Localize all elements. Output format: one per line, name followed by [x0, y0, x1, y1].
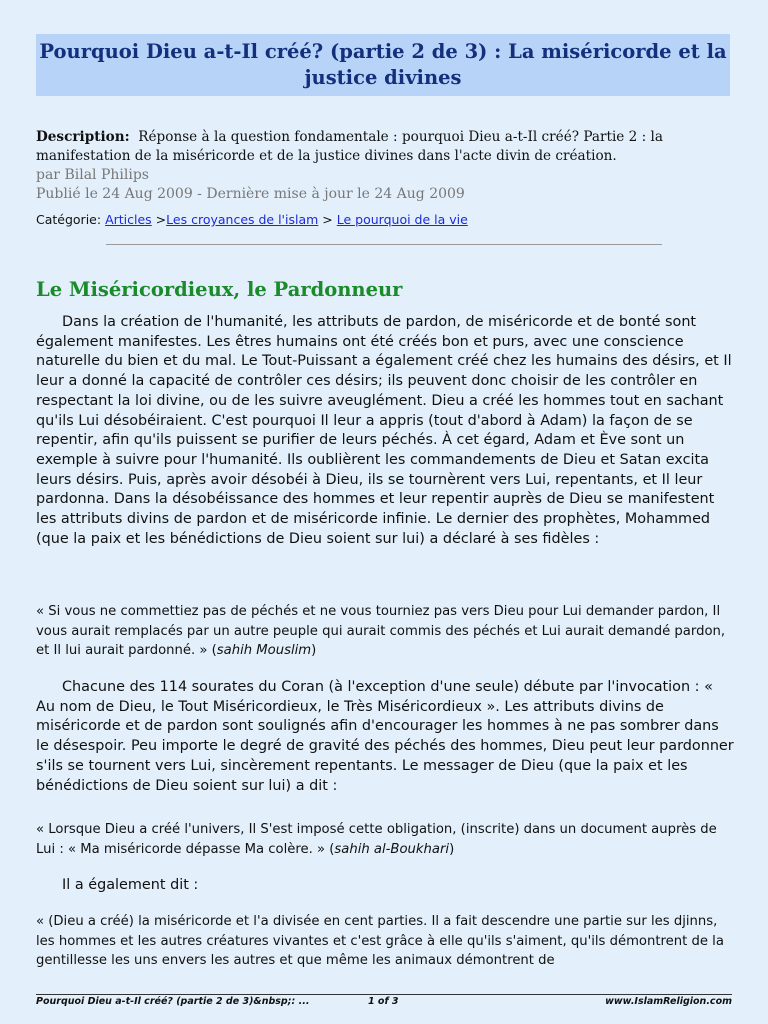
category-link-articles[interactable]: Articles	[105, 212, 152, 227]
quote-3: « (Dieu a créé) la miséricorde et l'a divisée en cent parties. Il a fait descendre une partie sur les djinns, les hommes et les autres créatures vivantes et c'est grâce à elle qu'ils s'aiment, qu'ils démontrent de la gentillesse les uns envers les autres et que même les animaux démontrent de	[36, 914, 724, 968]
paragraph-2: Chacune des 114 sourates du Coran (à l'exception d'une seule) débute par l'invocation : « Au nom de Dieu, le Tout Miséricordieux, le Très Miséricordieux ». Les attributs divins de miséricorde et de pardon sont soulignés afin d'encourager les hommes à ne pas sombrer dans le désespoir. Peu importe le degré de gravité des péchés des hommes, Dieu peut leur pardonner s'ils se tournent vers Lui, sincèrement repentants. Le messager de Dieu (que la paix et les bénédictions de Dieu soient sur lui) a dit :	[36, 679, 734, 794]
description-text: Réponse à la question fondamentale : pourquoi Dieu a-t-Il créé? Partie 2 : la manifestation de la miséricorde et de la justice divines dans l'acte divin de création.	[36, 129, 663, 164]
category-breadcrumb	[36, 212, 468, 227]
category-link-croyances[interactable]: Les croyances de l'islam	[166, 212, 319, 227]
footer-page-number: 1 of 3	[368, 996, 399, 1007]
breadcrumb-separator: >	[155, 212, 167, 227]
quote-2-source: sahih al-Boukhari	[334, 841, 450, 857]
section-heading: Le Miséricordieux, le Pardonneur	[36, 278, 403, 301]
quote-2-end: )	[449, 841, 455, 857]
category-label: Catégorie:	[36, 212, 102, 227]
quote-2	[36, 820, 736, 859]
description	[36, 128, 736, 166]
paragraph-1: Dans la création de l'humanité, les attributs de pardon, de miséricorde et de bonté sont également manifestes. Les êtres humains ont été créés bon et purs, avec une conscience naturelle du bien et du mal. Le Tout-Puissant a également créé chez les humains des désirs, et Il leur a donné la capacité de contrôler ces désirs; ils peuvent donc choisir de les contrôler en respectant la loi divine, ou de les suivre aveuglément. Dieu a créé les hommes tout en sachant qu'ils Lui désobéiraient. C'est pourquoi Il leur a appris (tout d'abord à Adam) la façon de se repentir, afin qu'ils puissent se purifier de leurs péchés. À cet égard, Adam et Ève sont un exemple à suivre pour l'humanité. Ils oublièrent les commandements de Dieu et Satan excita leurs désirs. Puis, après avoir désobéi à Dieu, ils se tournèrent vers Lui, repentants, et Il leur pardonna. Dans la désobéissance des hommes et leur repentir auprès de Dieu se manifestent les attributs divins de pardon et de miséricorde infinie. Le dernier des prophètes, Mohammed (que la paix et les bénédictions de Dieu soient sur lui) a déclaré à ses fidèles :	[36, 314, 732, 547]
paragraph-3: Il a également dit :	[62, 877, 199, 893]
divider	[106, 244, 662, 245]
title-box	[36, 34, 730, 96]
description-label: Description:	[36, 129, 130, 145]
footer-divider	[36, 994, 732, 995]
publication-date: Publié le 24 Aug 2009 - Dernière mise à jour le 24 Aug 2009	[36, 186, 465, 202]
quote-2-text: « Lorsque Dieu a créé l'univers, Il S'est imposé cette obligation, (inscrite) dans un document auprès de Lui : « Ma miséricorde dépasse Ma colère. » (	[36, 822, 717, 857]
page-title: Pourquoi Dieu a-t-Il créé? (partie 2 de 3) : La miséricorde et la justice divines	[39, 40, 727, 89]
author: par Bilal Philips	[36, 167, 149, 183]
quote-1-source: sahih Mouslim	[216, 643, 312, 658]
category-link-pourquoi[interactable]: Le pourquoi de la vie	[336, 212, 468, 227]
footer-site: www.IslamReligion.com	[605, 996, 732, 1007]
breadcrumb-separator: >	[322, 212, 333, 227]
quote-1-text: « Si vous ne commettiez pas de péchés et ne vous tourniez pas vers Dieu pour Lui demander pardon, Il vous aurait remplacés par un autre peuple qui aurait commis des péchés et Lui aurait demandé pardon, et Il lui aurait pardonné. » (	[36, 604, 726, 658]
footer-title: Pourquoi Dieu a-t-Il créé? (partie 2 de 3)&nbsp;: ...	[36, 996, 310, 1007]
quote-1-end: )	[311, 643, 317, 658]
quote-1	[36, 602, 736, 661]
